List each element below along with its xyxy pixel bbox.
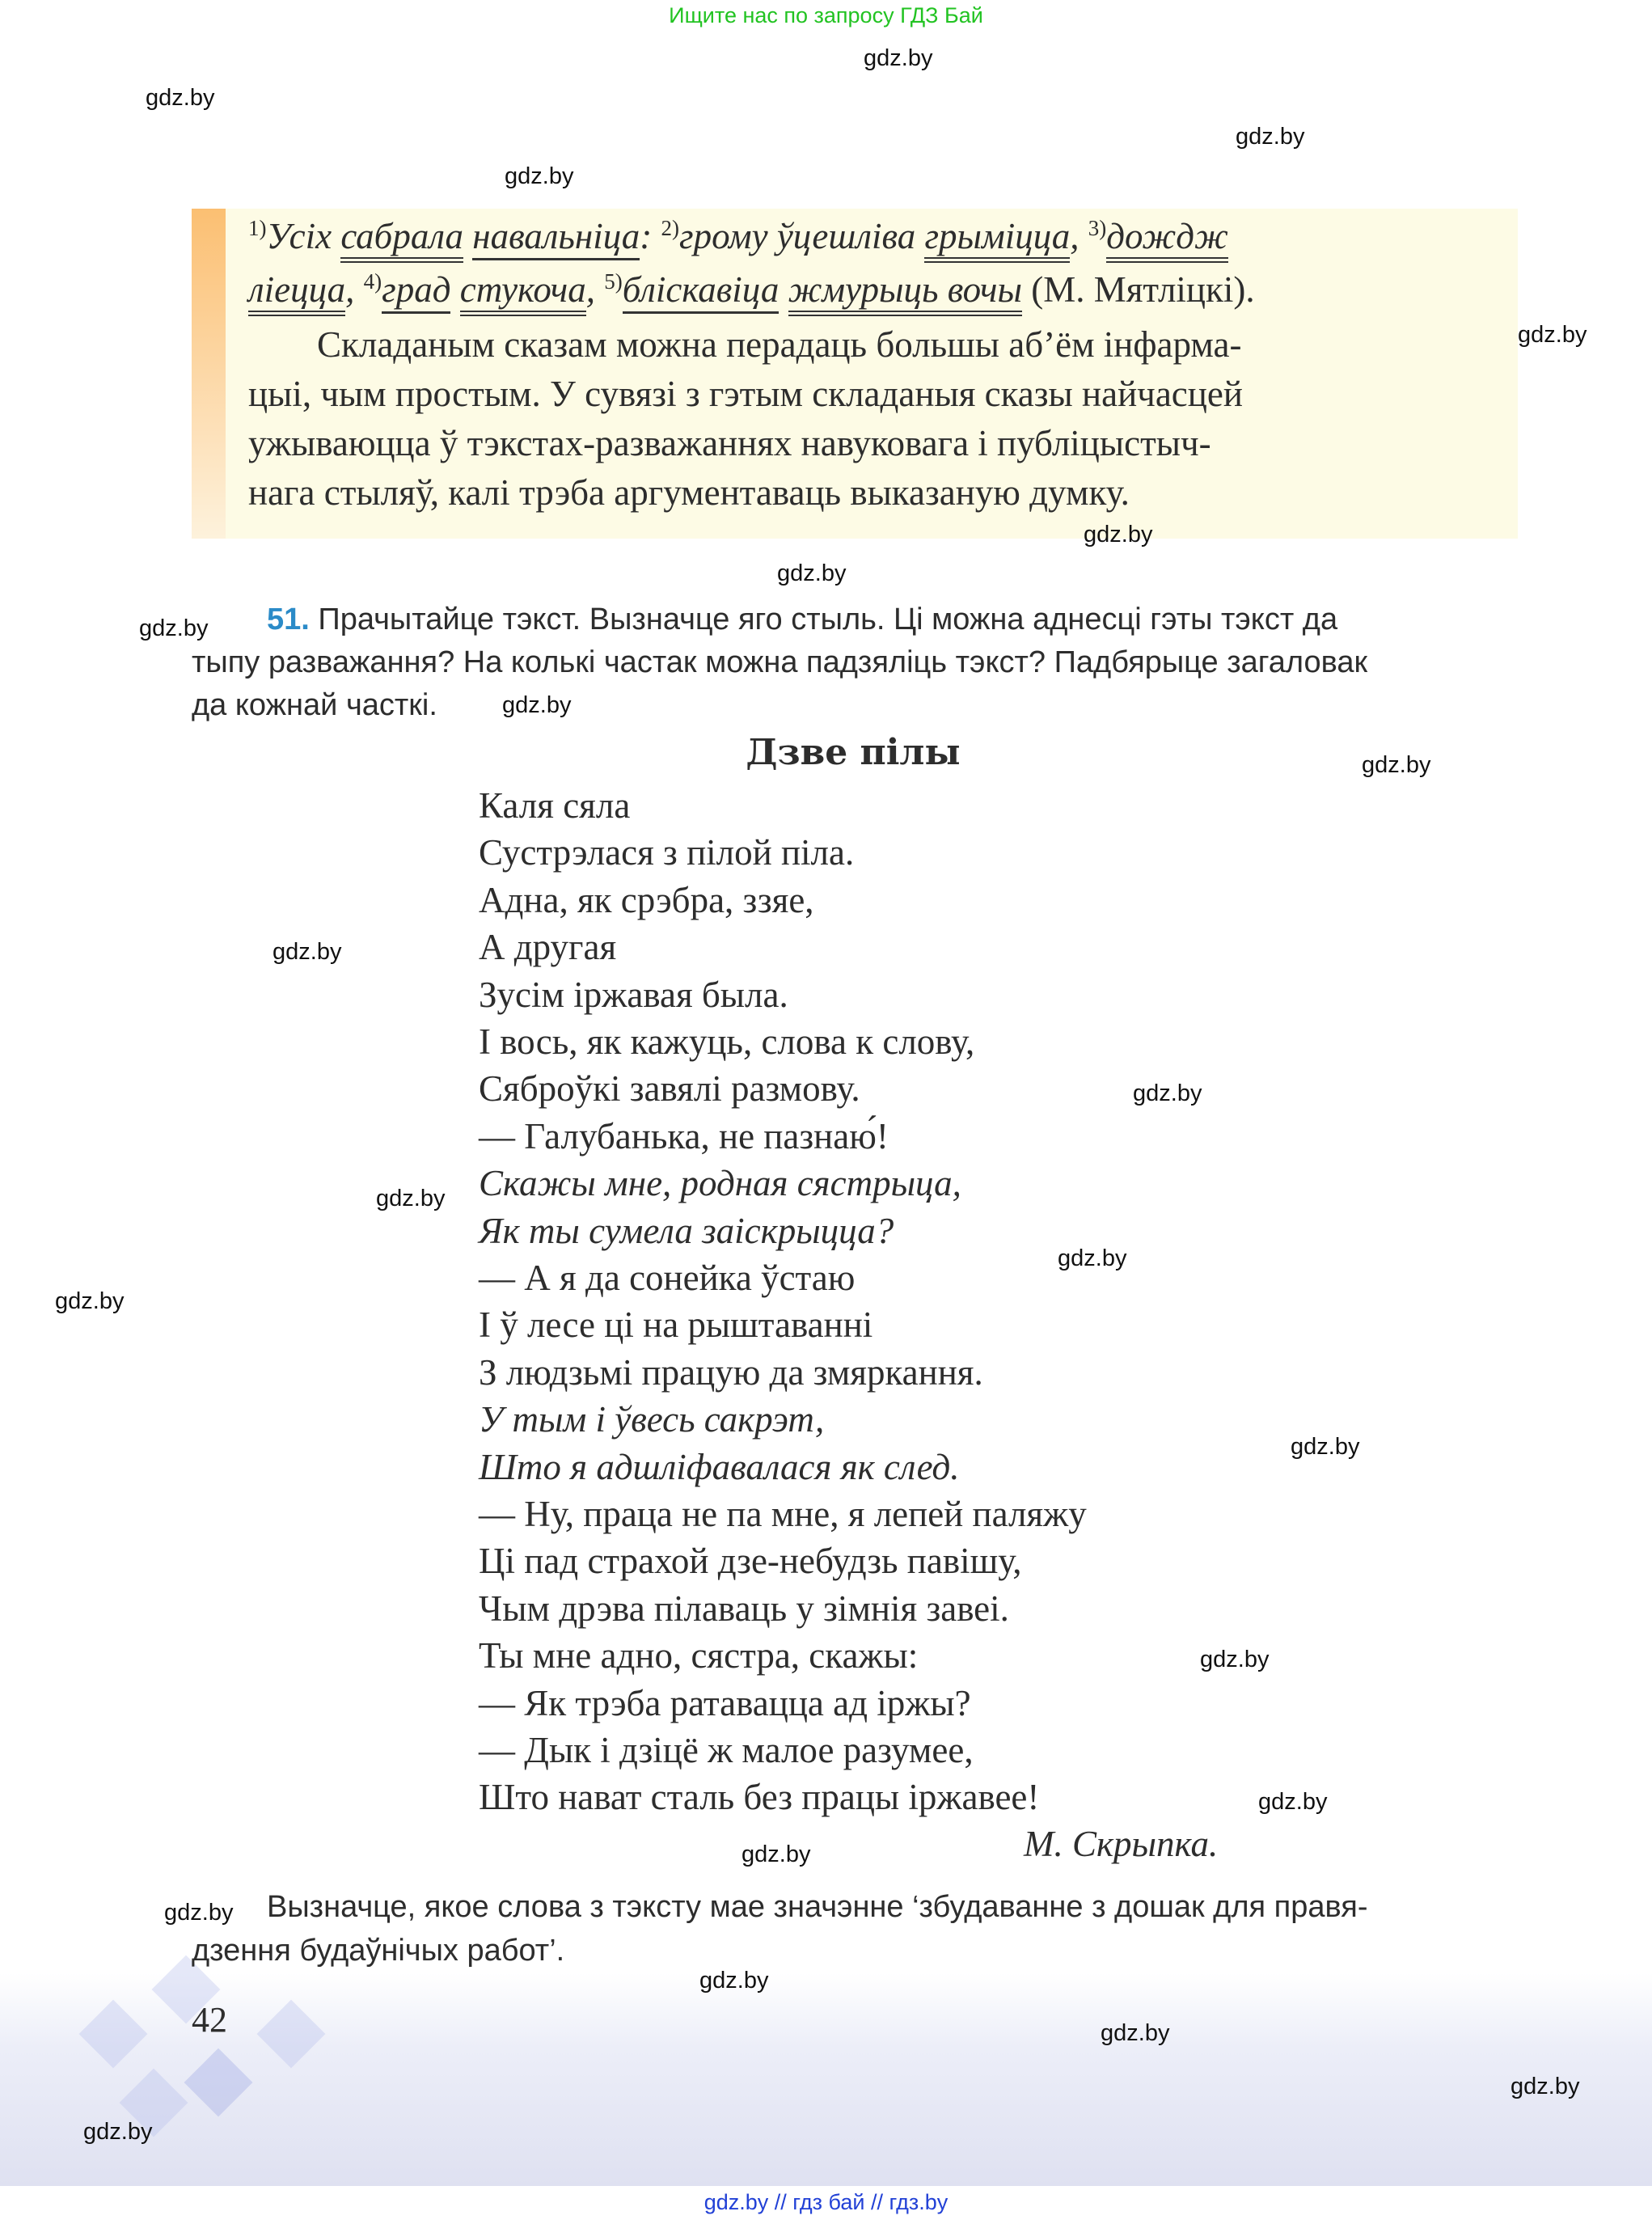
task-51-line: тыпу разважання? На колькі частак можна падзяліць тэкст? Падбярыце загаловак [192, 645, 1368, 679]
rule-paragraph-line: ужываюцца ў тэкстах-разважаннях навуковага і публіцыстыч- [248, 423, 1211, 463]
poem-line: Чым дрэва пілаваць у зімнія завеі. [479, 1588, 1009, 1629]
task-51-line: 51. Прачытайце тэкст. Вызначце яго стыль. Ці можна аднесці гэты тэкст да [267, 603, 1338, 636]
poem-title: Дзве пілы [746, 732, 961, 773]
poem-line: — Дык і дзіцё ж малое разумее, [479, 1730, 974, 1770]
poem-line: Адна, як срэбра, ззяе, [479, 880, 814, 920]
watermark: gdz.by [1200, 1647, 1270, 1672]
poem-line: Сяброўкі завялі размову. [479, 1068, 860, 1109]
task-51-line: да кожнай часткі. [192, 688, 437, 722]
poem-line: Скажы мне, родная сястрыца, [479, 1163, 961, 1203]
poem-line: У тым і ўвесь сакрэт, [479, 1399, 825, 1440]
watermark: gdz.by [55, 1288, 125, 1314]
final-task-line: Вызначце, якое слова з тэксту мае значэнне ‘збудаванне з дошак для правя- [267, 1890, 1368, 1924]
watermark: gdz.by [1058, 1245, 1127, 1271]
poem-line: — Ну, праца не па мне, я лепей паляжу [479, 1494, 1087, 1534]
watermark: gdz.by [741, 1841, 811, 1867]
poem-line: А другая [479, 927, 617, 967]
decor-diamond [79, 2000, 148, 2069]
page-number: 42 [192, 2000, 227, 2040]
watermark: gdz.by [146, 85, 215, 111]
final-task-line: дзення будаўнічых работ’. [192, 1934, 565, 1968]
watermark: gdz.by [777, 560, 847, 586]
example-line-1: $^{1)}$Усіх сабрала навальніца: $^{2)}$грому ўцешліва грымiцца, $^{3)}$дождж [248, 215, 1228, 257]
watermark: gdz.by [273, 939, 342, 965]
poem-line: Сустрэлася з пілой піла. [479, 832, 855, 873]
poem-line: — Як трэба ратавацца ад іржы? [479, 1683, 971, 1723]
rule-paragraph-line: Складаным сказам можна перадаць большы аб’ём інфарма- [317, 324, 1242, 365]
watermark: gdz.by [864, 45, 933, 71]
example-line-2: ліецца, $^{4)}$град стукоча, $^{5)}$бліскавіца жмурыць вочы (М. Мятліцкі). [248, 268, 1255, 311]
watermark: gdz.by [1084, 522, 1153, 548]
watermark: gdz.by [1133, 1080, 1202, 1106]
poem-author: М. Скрыпка. [1024, 1824, 1219, 1864]
watermark: gdz.by [1236, 124, 1305, 150]
watermark: gdz.by [83, 2119, 153, 2145]
watermark: gdz.by [505, 163, 574, 189]
rule-box [192, 209, 1518, 539]
watermark: gdz.by [699, 1968, 769, 1994]
rule-box-accent-bar [192, 209, 226, 539]
poem-line: Як ты сумела заіскрыцца? [479, 1211, 894, 1251]
poem-line: Каля сяла [479, 785, 631, 826]
watermark: gdz.by [139, 615, 209, 641]
poem-line: Што нават сталь без працы іржавее! [479, 1777, 1040, 1817]
watermark: gdz.by [164, 1900, 234, 1926]
poem-line: І ў лесе ці на рыштаванні [479, 1304, 873, 1345]
poem-line: — Галубанька, не пазнаю́! [479, 1116, 889, 1156]
decor-diamond [184, 2049, 253, 2117]
poem-line: З людзьмі працую да змяркання. [479, 1352, 983, 1393]
footer-band [0, 1973, 1652, 2186]
watermark: gdz.by [1362, 752, 1431, 778]
task-number: 51. [267, 603, 310, 636]
watermark: gdz.by [1518, 322, 1587, 348]
watermark: gdz.by [376, 1186, 446, 1211]
watermark: gdz.by [1291, 1434, 1360, 1460]
poem-line: Ці пад страхой дзе-небудзь павішу, [479, 1541, 1022, 1581]
decor-diamond [257, 2000, 326, 2069]
poem-line: І вось, як кажуць, слова к слову, [479, 1021, 975, 1062]
poem-line: Зусім іржавая была. [479, 975, 788, 1015]
poem-line: Што я адшліфавалася як след. [479, 1447, 960, 1487]
poem-line: Ты мне адно, сястра, скажы: [479, 1635, 919, 1676]
rule-paragraph-line: нага стыляў, калі трэба аргументаваць выказаную думку. [248, 472, 1130, 513]
footer-links[interactable]: gdz.by // гдз бай // гдз.by [703, 2190, 949, 2214]
watermark: gdz.by [1510, 2074, 1580, 2099]
watermark: gdz.by [502, 692, 572, 718]
watermark: gdz.by [1258, 1789, 1328, 1815]
top-banner[interactable]: Ищите нас по запросу ГДЗ Бай [669, 3, 983, 27]
attribution: (М. Мятліцкі). [1021, 269, 1255, 310]
watermark: gdz.by [1101, 2020, 1170, 2046]
poem-line: — А я да сонейка ўстаю [479, 1258, 856, 1298]
rule-paragraph-line: цыі, чым простым. У сувязі з гэтым складаныя сказы найчасцей [248, 374, 1243, 414]
